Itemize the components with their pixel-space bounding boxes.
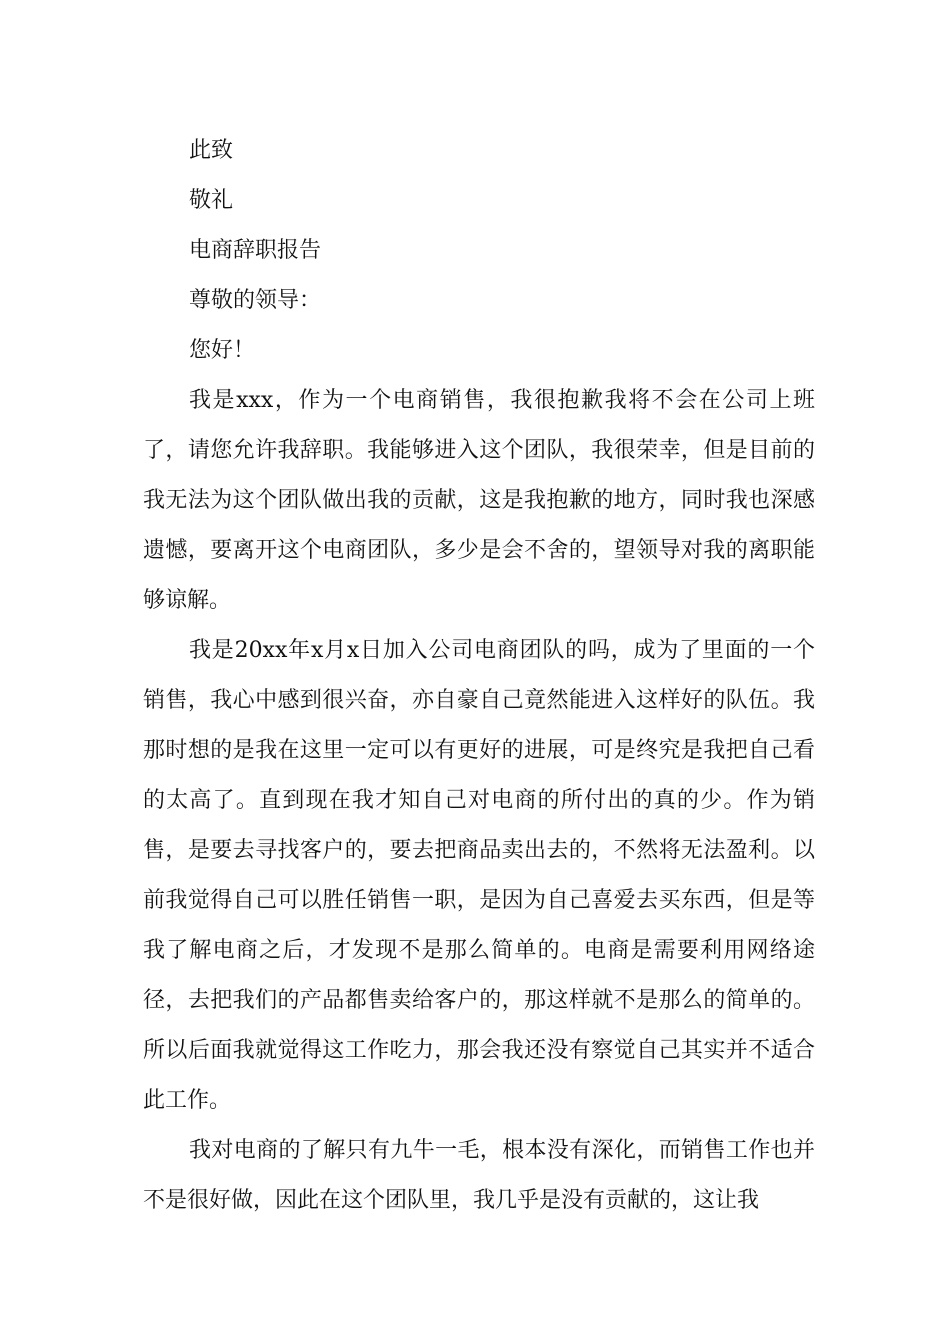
closing-line: 此致 bbox=[189, 138, 234, 163]
document-title: 电商辞职报告 bbox=[189, 238, 322, 263]
salute-line: 敬礼 bbox=[189, 188, 234, 213]
paragraph-3: 我对电商的了解只有九牛一毛，根本没有深化，而销售工作也并不是很好做，因此在这个团队里，我几乎是没有贡献的，这让我 bbox=[143, 1138, 815, 1213]
paragraph-1: 我是xxx，作为一个电商销售，我很抱歉我将不会在公司上班了，请您允许我辞职。我能够进入这个团队，我很荣幸，但是目前的我无法为这个团队做出我的贡献，这是我抱歉的地方，同时我也深感遗憾，要离开这个电商团队，多少是会不舍的，望领导对我的离职能够谅解。 bbox=[143, 388, 815, 613]
paragraph-2: 我是20xx年x月x日加入公司电商团队的吗，成为了里面的一个销售，我心中感到很兴奋，亦自豪自己竟然能进入这样好的队伍。我那时想的是我在这里一定可以有更好的进展，可是终究是我把自己看的太高了。直到现在我才知自己对电商的所付出的真的少。作为销售，是要去寻找客户的，要去把商品卖出去的，不然将无法盈利。以前我觉得自己可以胜任销售一职，是因为自己喜爱去买东西，但是等我了解电商之后，才发现不是那么简单的。电商是需要利用网络途径，去把我们的产品都售卖给客户的，那这样就不是那么的简单的。所以后面我就觉得这工作吃力，那会我还没有察觉自己其实并不适合此工作。 bbox=[143, 638, 815, 1113]
greeting-line: 尊敬的领导： bbox=[189, 288, 322, 313]
document-body bbox=[143, 126, 815, 1226]
hello-line: 您好！ bbox=[189, 338, 256, 363]
